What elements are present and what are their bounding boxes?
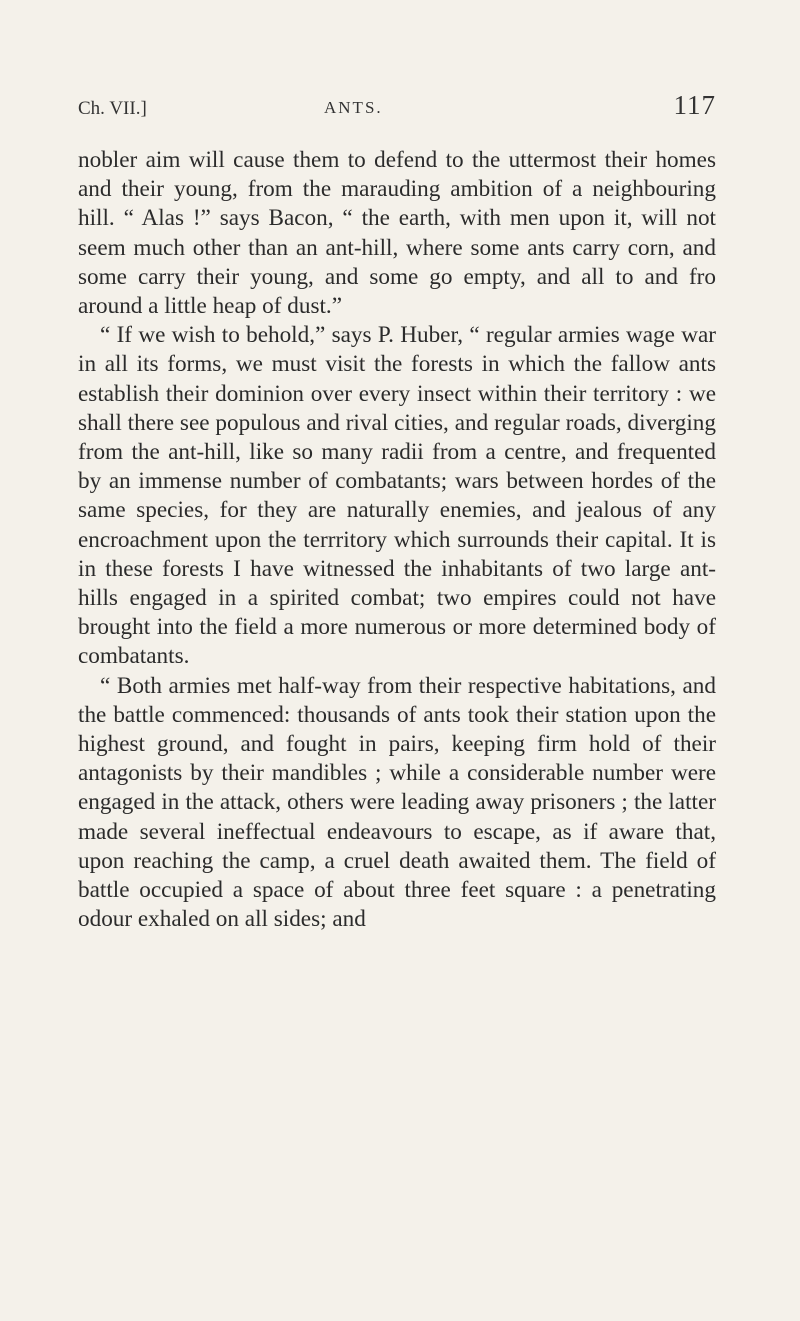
paragraph-1: nobler aim will cause them to defend to the uttermost their homes and their young, from the marauding ambition of a neighbouring hill. “ Alas !” says Bacon, “ the earth, with men upon it, will not seem much other than an ant-hill, where some ants carry corn, and some carry their young, and some go empty, and all to and fro around a little heap of dust.” [78,147,716,320]
paragraph-2: “ If we wish to behold,” says P. Huber, “ regular armies wage war in all its forms, we must visit the forests in which the fallow ants establish their dominion over every insect within their territory : we shall there see populous and rival cities, and regular roads, diverging from the ant-hill, like so many radii from a centre, and frequented by an immense number of combatants; wars between hordes of the same species, for they are naturally enemies, and jealous of any encroachment upon the terrritory which surrounds their capital. It is in these forests I have witnessed the inhabitants of two large ant-hills engaged in a spirited combat; two empires could not have brought into the field a more numerous or more determined body of combatants. [78,322,716,670]
body-text [78,146,716,934]
running-head [78,90,716,120]
paragraph-3: “ Both armies met half-way from their respective habitations, and the battle commenced: thousands of ants took their station upon the highest ground, and fought in pairs, keeping firm hold of their antagonists by their mandibles ; while a considerable number were engaged in the attack, others were leading away prisoners ; the latter made several ineffectual endeavours to escape, as if aware that, upon reaching the camp, a cruel death awaited them. The field of battle occupied a space of about three feet square : a penetrating odour exhaled on all sides; and [78,672,716,933]
running-title: ANTS. [324,98,383,117]
chapter-label: Ch. VII.] [78,98,147,119]
page-number: 117 [673,90,716,120]
